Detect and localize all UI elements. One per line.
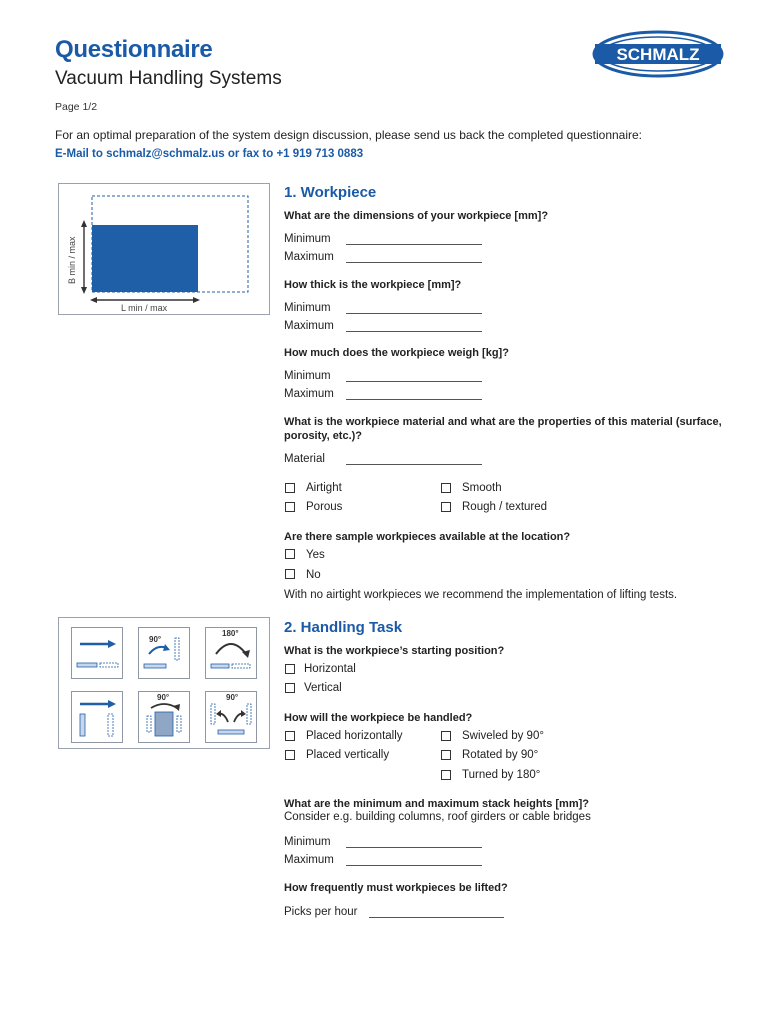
b-dimension-label: B min / max — [67, 236, 77, 284]
tile-move-horizontal — [71, 627, 123, 679]
stack-min-field[interactable] — [346, 847, 482, 848]
angle-180-label: 180° — [222, 629, 239, 638]
porous-checkbox[interactable] — [285, 502, 295, 512]
q-thickness: How thick is the workpiece [mm]? — [284, 279, 462, 291]
weight-min-label: Minimum — [284, 370, 331, 382]
rotated-label: Rotated by 90° — [462, 749, 539, 761]
samples-no-checkbox[interactable] — [285, 569, 295, 579]
samples-yes-label: Yes — [306, 549, 325, 561]
start-horizontal-checkbox[interactable] — [285, 664, 295, 674]
thick-min-label: Minimum — [284, 302, 331, 314]
lifting-test-note: With no airtight workpieces we recommend the implementation of lifting tests. — [284, 589, 678, 601]
placed-horizontal-label: Placed horizontally — [306, 730, 403, 742]
page-number: Page 1/2 — [55, 101, 98, 113]
thick-max-field[interactable] — [346, 331, 482, 332]
tile-move-vertical — [71, 691, 123, 743]
page-subtitle: Vacuum Handling Systems — [55, 68, 282, 89]
schmalz-logo — [592, 30, 724, 78]
contact-line[interactable]: E-Mail to schmalz@schmalz.us or fax to +1 919 713 0883 — [55, 148, 364, 160]
start-vertical-label: Vertical — [304, 682, 342, 694]
turned-label: Turned by 180° — [462, 769, 541, 781]
samples-no-label: No — [306, 569, 321, 581]
tile-swivel-vertical — [205, 691, 257, 743]
material-label: Material — [284, 453, 325, 465]
turned-checkbox[interactable] — [441, 770, 451, 780]
section-workpiece-title: 1. Workpiece — [284, 184, 377, 201]
dim-max-field[interactable] — [346, 262, 482, 263]
dim-max-label: Maximum — [284, 251, 334, 263]
smooth-label: Smooth — [462, 482, 502, 494]
angle-90-label-a: 90° — [149, 635, 162, 644]
q-dimensions: What are the dimensions of your workpiece [mm]? — [284, 210, 549, 222]
rotated-checkbox[interactable] — [441, 750, 451, 760]
angle-90-label-c: 90° — [226, 693, 239, 702]
arrow-right-icon — [72, 628, 122, 678]
thick-min-field[interactable] — [346, 313, 482, 314]
swiveled-label: Swiveled by 90° — [462, 730, 544, 742]
rough-checkbox[interactable] — [441, 502, 451, 512]
q-weight: How much does the workpiece weigh [kg]? — [284, 347, 509, 359]
dimension-diagram — [59, 184, 269, 314]
stack-max-label: Maximum — [284, 854, 334, 866]
picks-per-hour-label: Picks per hour — [284, 906, 358, 918]
swivel-vertical-icon — [206, 692, 256, 742]
stack-min-label: Minimum — [284, 836, 331, 848]
porous-label: Porous — [306, 501, 343, 513]
weight-max-field[interactable] — [346, 399, 482, 400]
intro-text: For an optimal preparation of the system design discussion, please send us back the completed questionnaire: — [55, 128, 643, 142]
q-frequency: How frequently must workpieces be lifted? — [284, 882, 508, 894]
tile-turn-180 — [205, 627, 257, 679]
logo-text: SCHMALZ — [616, 45, 700, 64]
q-samples: Are there sample workpieces available at the location? — [284, 531, 571, 543]
picks-per-hour-field[interactable] — [369, 917, 504, 918]
swivel-icon — [139, 628, 189, 678]
q-material: What is the workpiece material and what are the properties of this material (surface, porosity, etc.)? — [284, 416, 722, 442]
airtight-checkbox[interactable] — [285, 483, 295, 493]
airtight-label: Airtight — [306, 482, 342, 494]
angle-90-label-b: 90° — [157, 693, 170, 702]
placed-horizontal-checkbox[interactable] — [285, 731, 295, 741]
dim-min-field[interactable] — [346, 244, 482, 245]
dim-min-label: Minimum — [284, 233, 331, 245]
smooth-checkbox[interactable] — [441, 483, 451, 493]
q-stack-heights: What are the minimum and maximum stack heights [mm]? — [284, 798, 590, 810]
section-handling-title: 2. Handling Task — [284, 619, 403, 636]
tile-swivel-90 — [138, 627, 190, 679]
arrow-right-icon — [72, 692, 122, 742]
turn-icon — [206, 628, 256, 678]
swiveled-checkbox[interactable] — [441, 731, 451, 741]
handling-figure — [58, 617, 270, 749]
rotate-icon — [139, 692, 189, 742]
start-vertical-checkbox[interactable] — [285, 683, 295, 693]
weight-min-field[interactable] — [346, 381, 482, 382]
weight-max-label: Maximum — [284, 388, 334, 400]
stack-max-field[interactable] — [346, 865, 482, 866]
start-horizontal-label: Horizontal — [304, 663, 356, 675]
q-start-position: What is the workpiece’s starting position? — [284, 645, 505, 657]
samples-yes-checkbox[interactable] — [285, 549, 295, 559]
rough-label: Rough / textured — [462, 501, 548, 513]
stack-hint: Consider e.g. building columns, roof girders or cable bridges — [284, 811, 591, 823]
material-field[interactable] — [346, 464, 482, 465]
workpiece-figure — [58, 183, 270, 315]
placed-vertical-label: Placed vertically — [306, 749, 390, 761]
page-title: Questionnaire — [55, 36, 213, 63]
placed-vertical-checkbox[interactable] — [285, 750, 295, 760]
l-dimension-label: L min / max — [121, 303, 168, 313]
thick-max-label: Maximum — [284, 320, 334, 332]
tile-rotate-90 — [138, 691, 190, 743]
q-handled: How will the workpiece be handled? — [284, 712, 473, 724]
